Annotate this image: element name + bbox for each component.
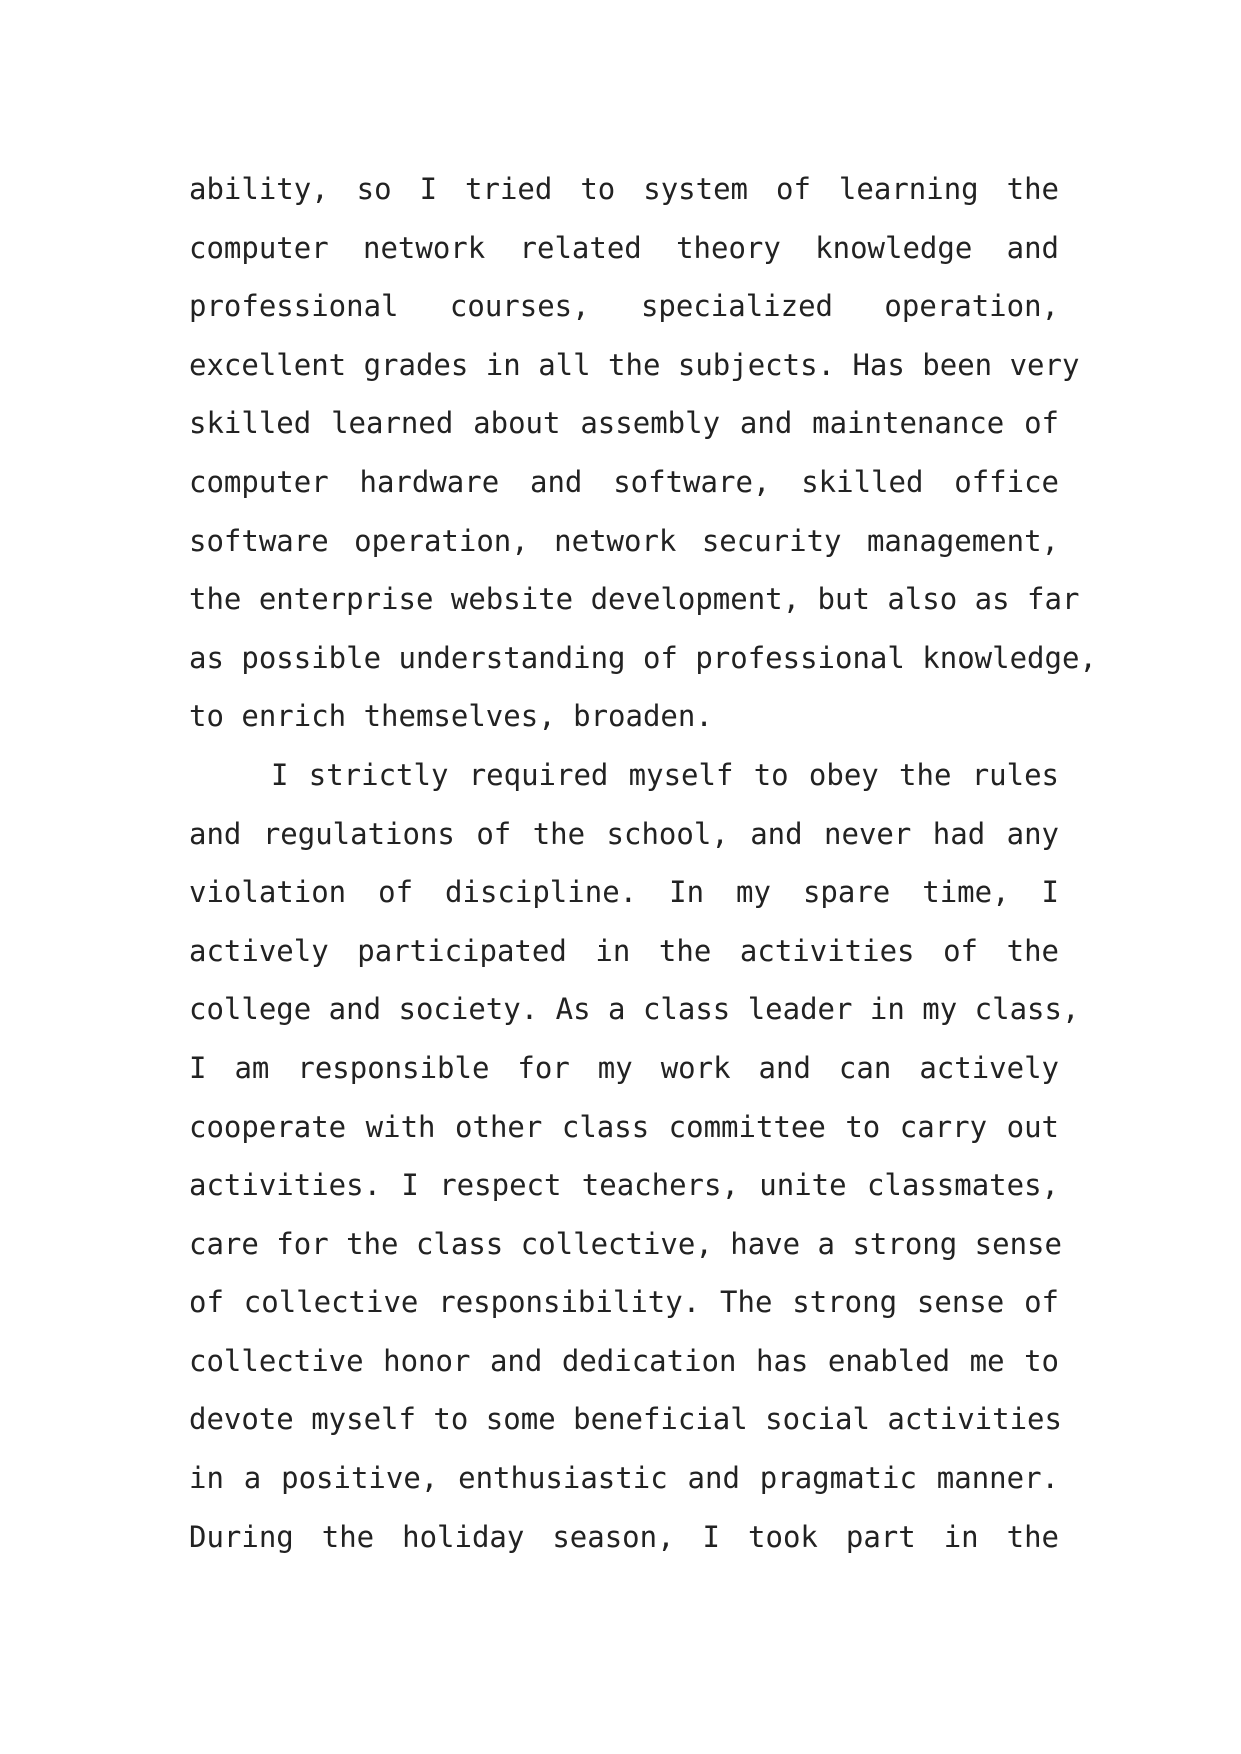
text-line: excellent grades in all the subjects. Has been very: [189, 347, 1080, 382]
text-line: ability, so I tried to system of learning the: [189, 172, 1059, 206]
paragraph-end-line: to enrich themselves, broaden.: [189, 699, 713, 734]
text-line: cooperate with other class committee to carry out: [189, 1109, 1059, 1144]
text-line: activities. I respect teachers, unite classmates,: [189, 1168, 1059, 1203]
text-line: devote myself to some beneficial social activities: [189, 1402, 1062, 1437]
text-line: I am responsible for my work and can actively: [189, 1050, 1059, 1085]
body-text: [189, 160, 1097, 1566]
text-line: the enterprise website development, but also as far: [189, 582, 1080, 617]
text-line: of collective responsibility. The strong sense of: [189, 1285, 1059, 1320]
text-line: violation of discipline. In my spare time, I: [189, 875, 1059, 910]
text-line: and regulations of the school, and never had any: [189, 816, 1059, 851]
paragraph-start-line: I strictly required myself to obey the rules: [271, 757, 1059, 792]
text-line: as possible understanding of professional knowledge,: [189, 640, 1097, 675]
text-line: in a positive, enthusiastic and pragmatic manner.: [189, 1461, 1059, 1496]
text-line: During the holiday season, I took part in the: [189, 1519, 1059, 1554]
text-line: care for the class collective, have a strong sense: [189, 1226, 1062, 1261]
text-line: skilled learned about assembly and maintenance of: [189, 406, 1059, 441]
text-line: software operation, network security management,: [189, 523, 1059, 558]
text-line: professional courses, specialized operation,: [189, 289, 1059, 324]
text-line: college and society. As a class leader in my class,: [189, 992, 1080, 1027]
text-line: computer network related theory knowledge and: [189, 230, 1059, 265]
text-line: computer hardware and software, skilled office: [189, 464, 1059, 499]
text-line: actively participated in the activities of the: [189, 933, 1059, 968]
text-line: collective honor and dedication has enabled me to: [189, 1343, 1059, 1378]
